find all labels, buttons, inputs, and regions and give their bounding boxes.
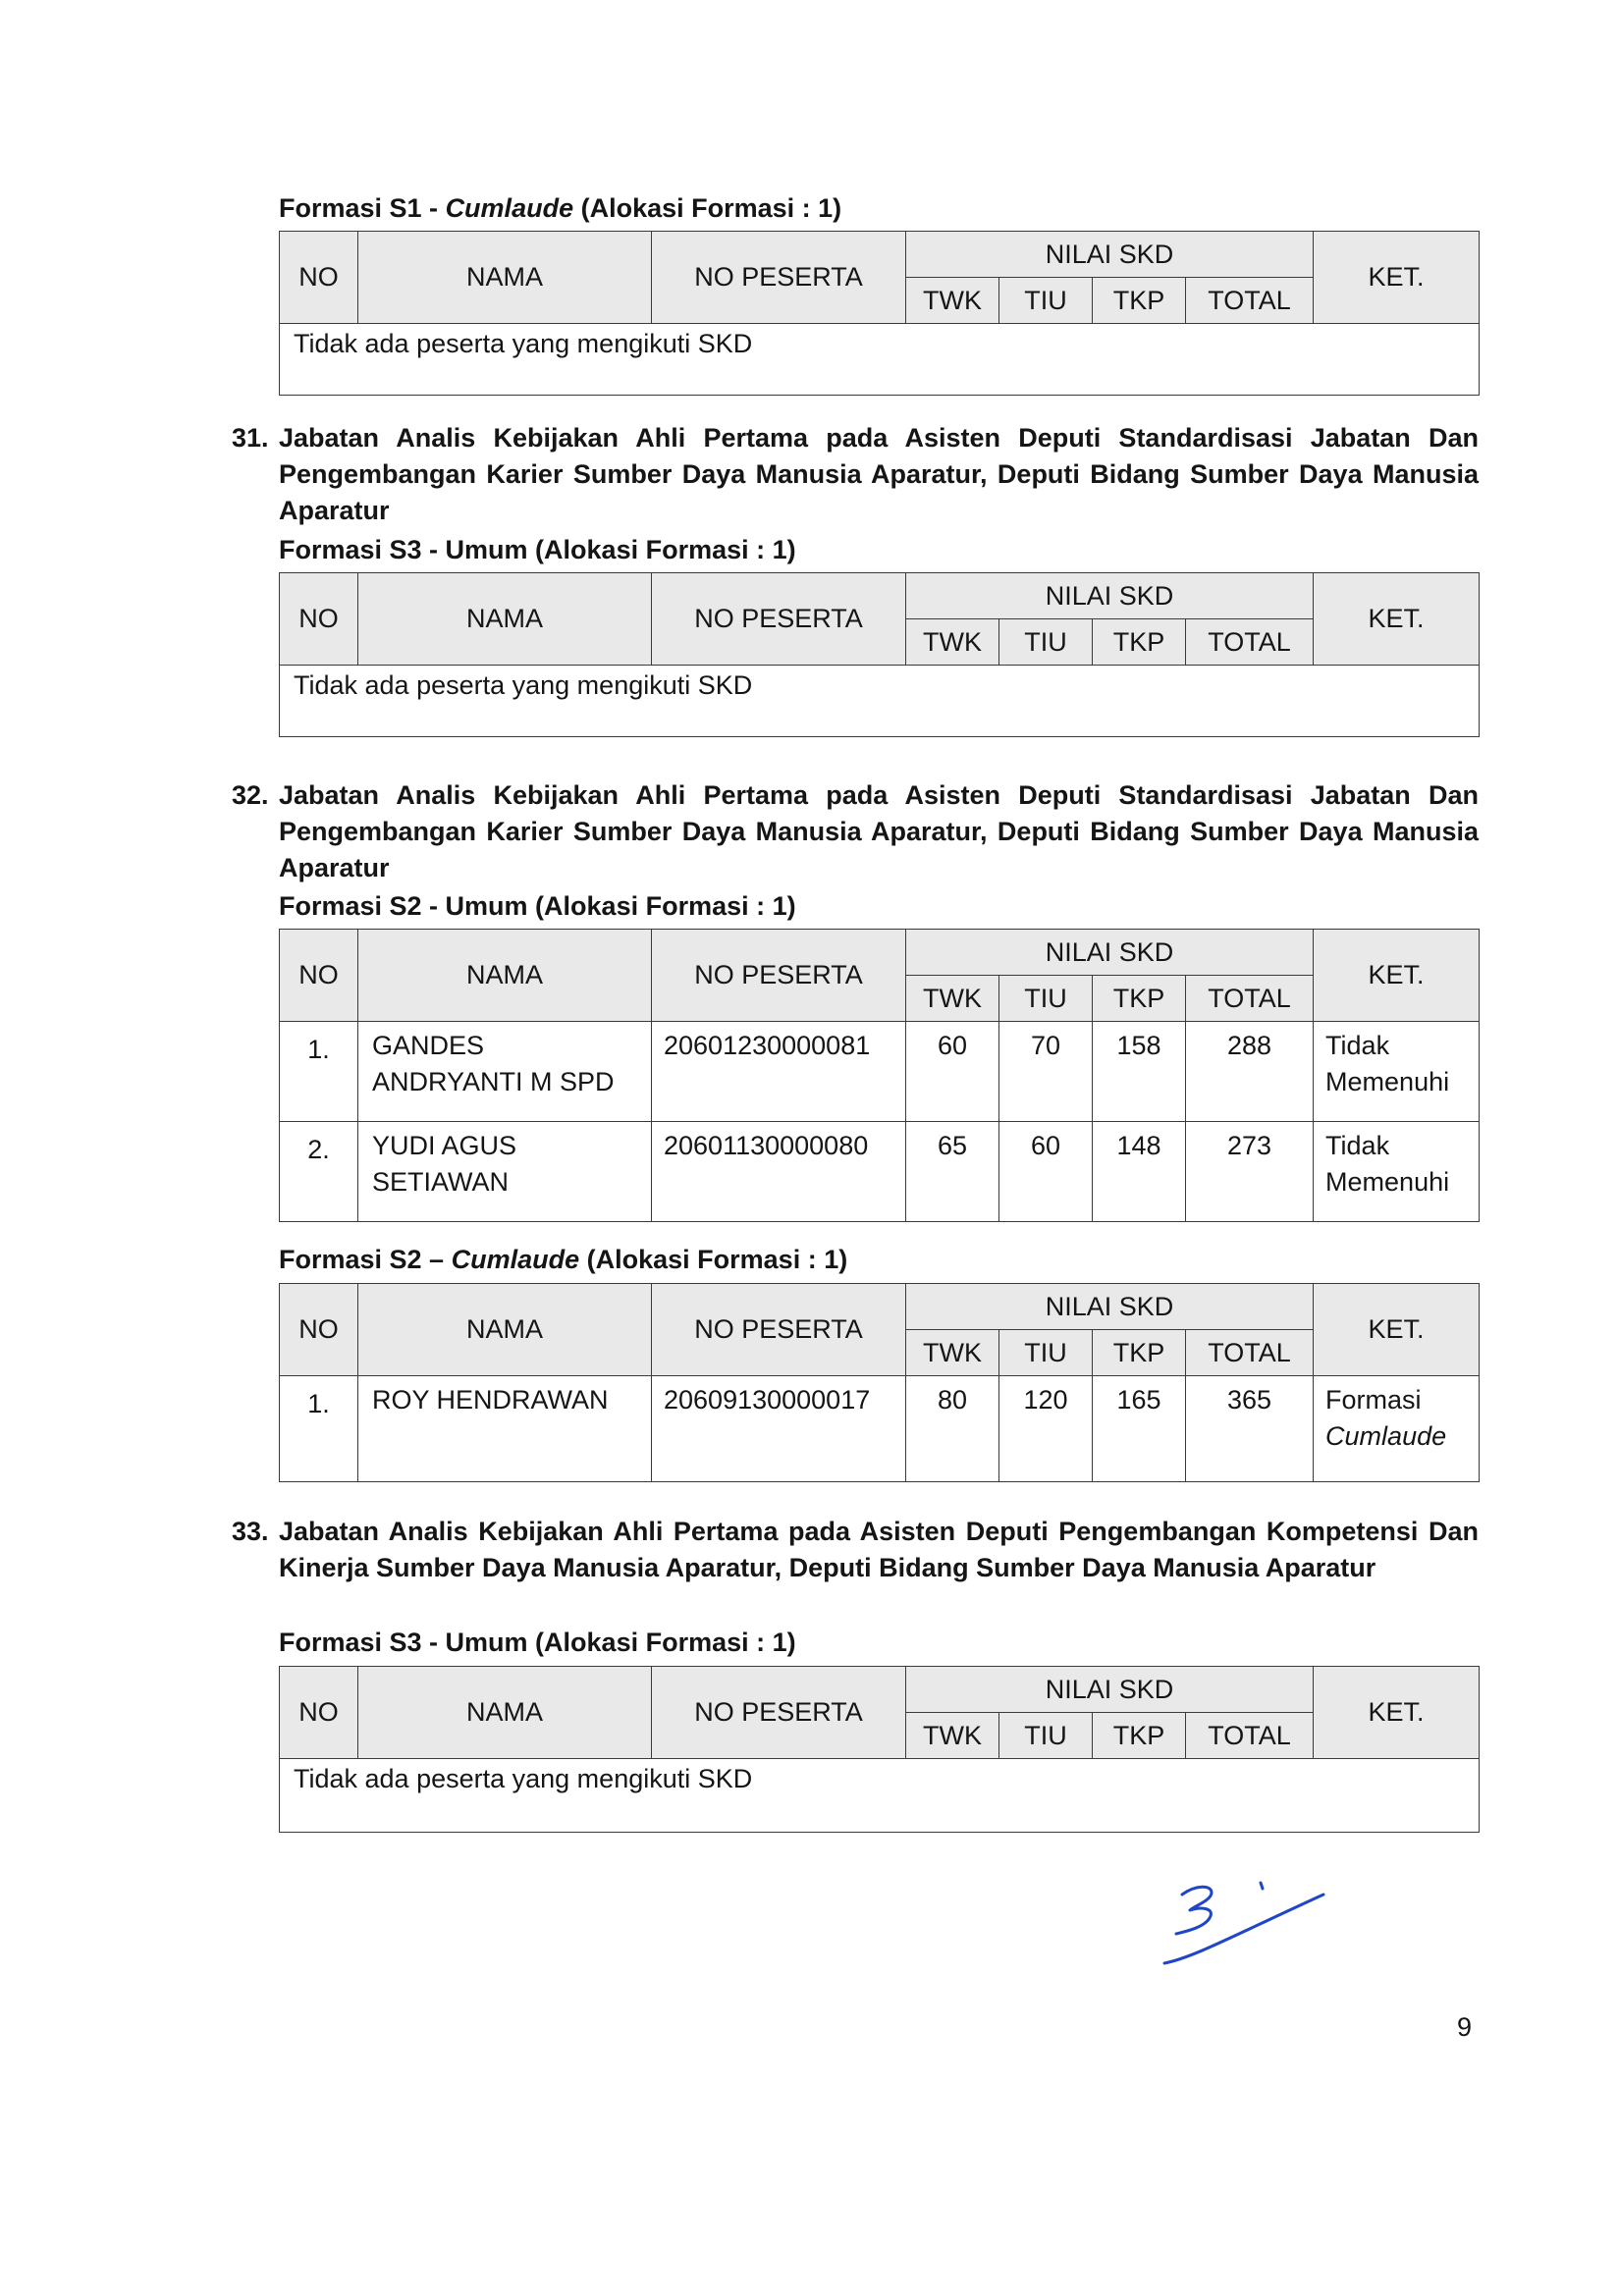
- header-nama: NAMA: [358, 573, 652, 666]
- header-nama: NAMA: [358, 1667, 652, 1759]
- cell-ket: Formasi Cumlaude: [1314, 1376, 1480, 1482]
- header-tiu: TIU: [999, 976, 1093, 1022]
- section-number: 31.: [232, 423, 269, 453]
- header-no-peserta: NO PESERTA: [652, 1667, 906, 1759]
- header-nama: NAMA: [358, 930, 652, 1022]
- cell-no: 2.: [280, 1122, 358, 1222]
- page-number: 9: [1457, 2012, 1473, 2042]
- empty-row-text: Tidak ada peserta yang mengikuti SKD: [280, 324, 1480, 396]
- header-no-peserta: NO PESERTA: [652, 930, 906, 1022]
- header-tkp: TKP: [1093, 1713, 1186, 1759]
- skd-table-32: [279, 929, 1480, 1222]
- cell-total: 273: [1186, 1122, 1314, 1222]
- cell-nama: YUDI AGUS SETIAWAN: [358, 1122, 652, 1222]
- section-number: 32.: [232, 780, 269, 810]
- header-ket: KET.: [1314, 930, 1480, 1022]
- header-no: NO: [280, 930, 358, 1022]
- cell-tiu: 70: [999, 1022, 1093, 1122]
- header-total: TOTAL: [1186, 278, 1314, 324]
- cell-tkp: 158: [1093, 1022, 1186, 1122]
- signature-strokes: [1164, 1883, 1323, 1963]
- formasi-s2-cumlaude-label: Formasi S2 – Cumlaude (Alokasi Formasi : 1): [279, 1245, 848, 1274]
- cell-ket: Tidak Memenuhi: [1314, 1022, 1480, 1122]
- header-ket: KET.: [1314, 573, 1480, 666]
- skd-table-s1-cumlaude: [279, 231, 1480, 396]
- cell-nama: ROY HENDRAWAN: [358, 1376, 652, 1482]
- cell-tiu: 120: [999, 1376, 1093, 1482]
- signature-initial-icon: [1155, 1861, 1341, 1969]
- header-no-peserta: NO PESERTA: [652, 1284, 906, 1376]
- empty-row-text: Tidak ada peserta yang mengikuti SKD: [280, 666, 1480, 737]
- header-no: NO: [280, 573, 358, 666]
- skd-table-32-cumlaude: [279, 1283, 1480, 1482]
- cell-no-peserta: 20609130000017: [652, 1376, 906, 1482]
- header-twk: TWK: [906, 278, 999, 324]
- header-total: TOTAL: [1186, 619, 1314, 666]
- cell-total: 365: [1186, 1376, 1314, 1482]
- formasi-s1-cumlaude-label: Formasi S1 - Cumlaude (Alokasi Formasi : 1): [279, 193, 842, 223]
- formasi-label: Formasi S2 - Umum (Alokasi Formasi : 1): [279, 891, 796, 921]
- header-twk: TWK: [906, 619, 999, 666]
- table-row: [280, 1376, 1480, 1482]
- header-nilai-skd: NILAI SKD: [906, 232, 1314, 278]
- cell-no: 1.: [280, 1376, 358, 1482]
- header-nama: NAMA: [358, 232, 652, 324]
- header-tkp: TKP: [1093, 619, 1186, 666]
- signature-stroke: [1261, 1883, 1263, 1889]
- cell-no: 1.: [280, 1022, 358, 1122]
- empty-row-text: Tidak ada peserta yang mengikuti SKD: [280, 1759, 1480, 1833]
- header-no: NO: [280, 232, 358, 324]
- header-total: TOTAL: [1186, 1330, 1314, 1376]
- skd-table-31: [279, 572, 1480, 737]
- header-tkp: TKP: [1093, 976, 1186, 1022]
- header-nilai-skd: NILAI SKD: [906, 573, 1314, 619]
- header-no-peserta: NO PESERTA: [652, 573, 906, 666]
- header-no: NO: [280, 1284, 358, 1376]
- cell-twk: 65: [906, 1122, 999, 1222]
- cell-twk: 80: [906, 1376, 999, 1482]
- cell-tiu: 60: [999, 1122, 1093, 1222]
- cell-total: 288: [1186, 1022, 1314, 1122]
- header-twk: TWK: [906, 1713, 999, 1759]
- header-total: TOTAL: [1186, 976, 1314, 1022]
- section-heading-33: [232, 1514, 1479, 1586]
- section-title: Jabatan Analis Kebijakan Ahli Pertama pada Asisten Deputi Standardisasi Jabatan Dan Pengembangan Karier Sumber Daya Manusia Aparatur, Deputi Bidang Sumber Daya Manusia Aparatur: [279, 780, 1479, 882]
- section-heading-31: [232, 420, 1479, 529]
- skd-table-33: [279, 1666, 1480, 1833]
- cell-tkp: 165: [1093, 1376, 1186, 1482]
- header-tiu: TIU: [999, 619, 1093, 666]
- cell-no-peserta: 20601130000080: [652, 1122, 906, 1222]
- header-tiu: TIU: [999, 1713, 1093, 1759]
- header-ket: KET.: [1314, 1667, 1480, 1759]
- cell-twk: 60: [906, 1022, 999, 1122]
- header-ket: KET.: [1314, 232, 1480, 324]
- section-title: Jabatan Analis Kebijakan Ahli Pertama pada Asisten Deputi Pengembangan Kompetensi Dan Kinerja Sumber Daya Manusia Aparatur, Deputi Bidang Sumber Daya Manusia Aparatur: [279, 1517, 1479, 1582]
- cell-ket: Tidak Memenuhi: [1314, 1122, 1480, 1222]
- header-tiu: TIU: [999, 278, 1093, 324]
- header-tiu: TIU: [999, 1330, 1093, 1376]
- header-nama: NAMA: [358, 1284, 652, 1376]
- header-no: NO: [280, 1667, 358, 1759]
- header-ket: KET.: [1314, 1284, 1480, 1376]
- header-twk: TWK: [906, 976, 999, 1022]
- cell-no-peserta: 20601230000081: [652, 1022, 906, 1122]
- formasi-label: Formasi S3 - Umum (Alokasi Formasi : 1): [279, 535, 796, 564]
- section-number: 33.: [232, 1517, 269, 1546]
- table-row: [280, 1022, 1480, 1122]
- header-tkp: TKP: [1093, 278, 1186, 324]
- header-nilai-skd: NILAI SKD: [906, 930, 1314, 976]
- table-row: [280, 1122, 1480, 1222]
- header-twk: TWK: [906, 1330, 999, 1376]
- cell-nama: GANDES ANDRYANTI M SPD: [358, 1022, 652, 1122]
- section-heading-32: [232, 777, 1479, 886]
- header-nilai-skd: NILAI SKD: [906, 1284, 1314, 1330]
- header-total: TOTAL: [1186, 1713, 1314, 1759]
- signature-stroke: [1164, 1895, 1323, 1963]
- formasi-label: Formasi S3 - Umum (Alokasi Formasi : 1): [279, 1628, 796, 1657]
- header-tkp: TKP: [1093, 1330, 1186, 1376]
- cell-tkp: 148: [1093, 1122, 1186, 1222]
- section-title: Jabatan Analis Kebijakan Ahli Pertama pada Asisten Deputi Standardisasi Jabatan Dan Pengembangan Karier Sumber Daya Manusia Aparatur, Deputi Bidang Sumber Daya Manusia Aparatur: [279, 423, 1479, 525]
- signature-stroke: [1176, 1887, 1212, 1934]
- header-nilai-skd: NILAI SKD: [906, 1667, 1314, 1713]
- header-no-peserta: NO PESERTA: [652, 232, 906, 324]
